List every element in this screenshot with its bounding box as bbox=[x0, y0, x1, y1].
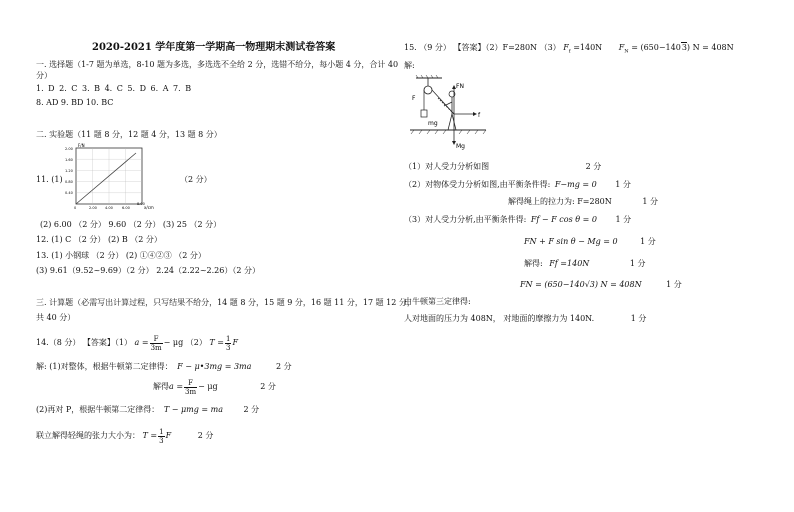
section3-header: 三. 计算题（必需写出计算过程，只写结果不给分，14 题 8 分，15 题 9 分，16 题 11 分，17 题 12 分， bbox=[36, 298, 415, 307]
label-Mg: Mg bbox=[456, 143, 465, 150]
q12-answers: 12. (1) C （2 分） (2) B （2 分） bbox=[36, 235, 162, 244]
chart-xtick: 8.00 bbox=[137, 202, 145, 206]
q15-line7: FN = (650−140√3) N = 408N 1 分 bbox=[520, 280, 682, 289]
chart-xtick: 0 bbox=[74, 206, 77, 210]
q14-step1: 解: (1)对整体，根据牛顿第二定律得： F − μ•3mg = 3ma 2 分 bbox=[36, 362, 292, 371]
label-F: F bbox=[412, 95, 416, 102]
q14-answer: 14.（8 分） 【答案】（1） a = $\frac{F}{3m}$ − μg （2） T = $\frac{1}{3}$ F bbox=[36, 334, 239, 352]
chart-ytick: 2.00 bbox=[65, 147, 73, 151]
chart-ytick: 0.40 bbox=[65, 191, 73, 195]
q11-part2: (2) 6.00 （2 分） 9.60 （2 分） (3) 25 （2 分） bbox=[40, 220, 222, 229]
chart-xtick: 6.00 bbox=[122, 206, 130, 210]
section1-header-cont: 分） bbox=[36, 71, 52, 80]
q15-answer: 15. （9 分） 【答案】（2）F=280N （3） $F_f =140N$ $F_N = (650-1403) N = 408N$ bbox=[404, 43, 734, 55]
q11-graph bbox=[62, 142, 162, 212]
chart-xlabel: x/cm bbox=[144, 205, 154, 210]
q15-solution-start: 解: bbox=[404, 61, 415, 70]
section2-header: 二. 实验题（11 题 8 分，12 题 4 分，13 题 8 分） bbox=[36, 130, 222, 139]
section3-header-cont: 共 40 分） bbox=[36, 313, 76, 322]
fraction: $\frac{1}{3}$ bbox=[226, 334, 231, 352]
label-FN: FN bbox=[456, 83, 464, 90]
chart-ytick: 0.80 bbox=[65, 180, 73, 184]
q15-line9: 人对地面的压力为 408N， 对地面的摩擦力为 140N. 1 分 bbox=[404, 314, 647, 323]
q14-step4: 联立解得轻绳的张力大小为： T = $\frac{1}{3}$ F 2 分 bbox=[36, 427, 214, 445]
label-mg: mg bbox=[428, 120, 438, 127]
label-f: f bbox=[478, 112, 481, 119]
hanging-block bbox=[421, 110, 427, 117]
fraction: $\frac{F}{3m}$ bbox=[150, 334, 162, 352]
fraction: $\frac{F}{3m}$ bbox=[185, 378, 197, 396]
q14-step3: (2)再对 P，根据牛顿第二定律得： T − μmg = ma 2 分 bbox=[36, 405, 260, 414]
chart-ytick: 1.20 bbox=[65, 169, 73, 173]
chart-ytick: 1.60 bbox=[65, 158, 73, 162]
q11-score: （2 分） bbox=[180, 175, 212, 184]
answers-row-2: 8. AD 9. BD 10. BC bbox=[36, 98, 114, 107]
page-title: 2020-2021 学年度第一学期高一物理期末测试卷答案 bbox=[92, 42, 336, 53]
q11-label: 11. (1) bbox=[36, 175, 63, 184]
q15-line1: （1）对人受力分析如图 2 分 bbox=[404, 162, 602, 171]
pulley bbox=[424, 86, 432, 94]
q15-line2: （2）对物体受力分析如图,由平衡条件得: F−mg = 0 1 分 bbox=[404, 180, 631, 189]
q13-answers-3: (3) 9.61（9.52~9.69）（2 分） 2.24（2.22~2.26）（2 分） bbox=[36, 266, 260, 275]
chart-xtick: 4.00 bbox=[105, 206, 113, 210]
q15-line6: 解得: Ff =140N 1 分 bbox=[524, 259, 646, 268]
fraction: $\frac{1}{3}$ bbox=[159, 427, 164, 445]
chart-ylabel: F/N bbox=[78, 143, 85, 148]
chart-xtick: 2.00 bbox=[89, 206, 97, 210]
q14-step2: 解得a = $\frac{F}{3m}$ − μg 2 分 bbox=[153, 378, 276, 396]
q13-answers-1: 13. (1) 小钢球 （2 分） (2) ①④②③ （2 分） bbox=[36, 251, 206, 260]
q15-line5: FN + F sin θ − Mg = 0 1 分 bbox=[524, 237, 656, 246]
q15-force-diagram bbox=[406, 74, 490, 152]
q15-line3: 解得绳上的拉力为: F=280N 1 分 bbox=[508, 197, 658, 206]
q15-line8: 由牛顿第三定律得: bbox=[404, 297, 471, 306]
answers-row-1: 1. D 2. C 3. B 4. C 5. D 6. A 7. B bbox=[36, 84, 192, 93]
section1-header: 一. 选择题（1-7 题为单选，8-10 题为多选，多选选不全给 2 分，选错不给分，每小题 4 分，合计 40 bbox=[36, 60, 399, 69]
q15-line4: （3）对人受力分析,由平衡条件得: Ff − F cos θ = 0 1 分 bbox=[404, 215, 632, 224]
